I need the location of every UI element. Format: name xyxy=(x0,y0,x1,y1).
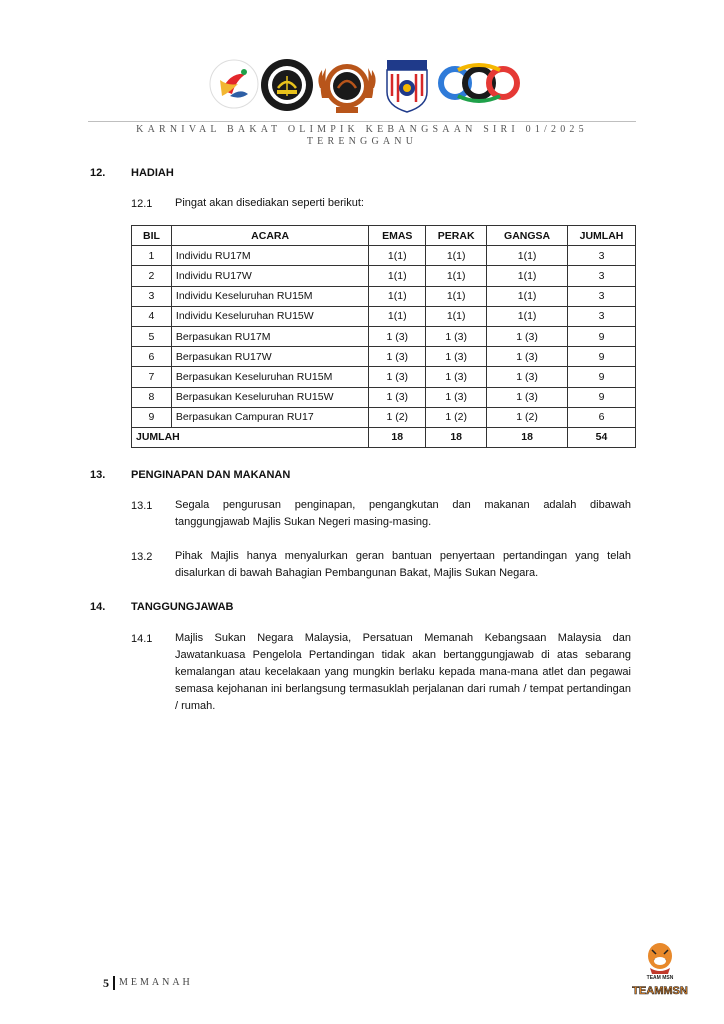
tiger-mascot-icon xyxy=(622,940,698,998)
table-cell: 1 (3) xyxy=(369,326,426,346)
majlis-sukan-negara-emblem-icon xyxy=(316,58,378,116)
subsection-number: 14.1 xyxy=(131,633,153,645)
table-cell: 1 (2) xyxy=(369,407,426,427)
table-cell: 4 xyxy=(132,306,172,326)
subsection-number: 12.1 xyxy=(131,198,153,210)
subsection-number: 13.1 xyxy=(131,500,153,512)
table-cell: 1 (3) xyxy=(487,367,568,387)
footer-label: MEMANAH xyxy=(119,977,193,988)
table-cell: 1 xyxy=(132,246,172,266)
total-emas: 18 xyxy=(369,427,426,447)
mascot-wordmark: TEAMMSN xyxy=(632,985,688,997)
table-cell: 1(1) xyxy=(426,286,487,306)
table-cell: 3 xyxy=(132,286,172,306)
table-cell: 1(1) xyxy=(487,246,568,266)
table-cell: 9 xyxy=(568,326,636,346)
table-cell: 6 xyxy=(132,347,172,367)
section-number: 14. xyxy=(90,601,106,613)
total-perak: 18 xyxy=(426,427,487,447)
table-cell: 1(1) xyxy=(487,266,568,286)
table-cell: 9 xyxy=(568,387,636,407)
table-cell: 1 (3) xyxy=(369,387,426,407)
subsection-number: 13.2 xyxy=(131,551,153,563)
table-cell: 1 (3) xyxy=(487,387,568,407)
table-cell: 2 xyxy=(132,266,172,286)
table-row xyxy=(132,407,636,427)
table-cell: 1 (2) xyxy=(426,407,487,427)
table-cell: 6 xyxy=(568,407,636,427)
page-number: 5 xyxy=(103,976,109,990)
kbs-logo-icon xyxy=(208,58,260,110)
table-cell: 1 (3) xyxy=(426,367,487,387)
table-cell: Individu Keseluruhan RU15M xyxy=(171,286,368,306)
table-row xyxy=(132,347,636,367)
header-title-line1: KARNIVAL BAKAT OLIMPIK KEBANGSAAN SIRI 01/2025 xyxy=(136,124,588,135)
subsection-text: Pihak Majlis hanya menyalurkan geran bantuan penyertaan pertandingan yang telah disalurkan di bawah Bahagian Pembangunan Bakat, Majlis Sukan Negara. xyxy=(175,550,631,579)
table-cell: 9 xyxy=(568,367,636,387)
program-pembangunan-sukan-olimpik-icon xyxy=(438,58,520,108)
table-cell: Berpasukan Keseluruhan RU15W xyxy=(171,387,368,407)
table-cell: 1(1) xyxy=(426,246,487,266)
table-cell: 1 (3) xyxy=(487,326,568,346)
header-logos xyxy=(208,58,520,118)
table-row xyxy=(132,306,636,326)
table-cell: 3 xyxy=(568,286,636,306)
column-header: GANGSA xyxy=(487,226,568,246)
table-cell: Berpasukan Campuran RU17 xyxy=(171,407,368,427)
footer-separator xyxy=(113,976,115,990)
table-cell: 3 xyxy=(568,246,636,266)
table-cell: 8 xyxy=(132,387,172,407)
section-number: 13. xyxy=(90,469,106,481)
table-cell: 1 (3) xyxy=(426,347,487,367)
table-row xyxy=(132,367,636,387)
mascot-caption: TEAM MSN xyxy=(646,975,674,981)
table-cell: Berpasukan Keseluruhan RU15M xyxy=(171,367,368,387)
column-header: EMAS xyxy=(369,226,426,246)
section-number: 12. xyxy=(90,167,106,179)
table-cell: 1(1) xyxy=(369,246,426,266)
column-header: BIL xyxy=(132,226,172,246)
table-cell: 1 (3) xyxy=(369,367,426,387)
table-row xyxy=(132,246,636,266)
column-header: ACARA xyxy=(171,226,368,246)
table-cell: 3 xyxy=(568,266,636,286)
table-cell: Individu RU17W xyxy=(171,266,368,286)
header-title-line2: TERENGGANU xyxy=(306,136,418,147)
table-total-row xyxy=(132,427,636,447)
table-cell: 7 xyxy=(132,367,172,387)
table-cell: 1(1) xyxy=(487,286,568,306)
table-cell: Individu Keseluruhan RU15W xyxy=(171,306,368,326)
table-cell: 1(1) xyxy=(369,286,426,306)
table-cell: 1(1) xyxy=(369,266,426,286)
table-cell: Berpasukan RU17W xyxy=(171,347,368,367)
table-cell: 1 (3) xyxy=(487,347,568,367)
total-jumlah: 54 xyxy=(568,427,636,447)
subsection-text: Pingat akan disediakan seperti berikut: xyxy=(175,197,364,209)
malaysia-shield-icon xyxy=(384,58,430,114)
table-cell: 1(1) xyxy=(487,306,568,326)
total-label: JUMLAH xyxy=(132,427,369,447)
table-cell: 9 xyxy=(568,347,636,367)
table-cell: 9 xyxy=(132,407,172,427)
table-cell: 1 (2) xyxy=(487,407,568,427)
section-title-tanggungjawab: TANGGUNGJAWAB xyxy=(131,601,234,613)
table-row xyxy=(132,326,636,346)
subsection-text: Majlis Sukan Negara Malaysia, Persatuan Memanah Kebangsaan Malaysia dan Jawatankuasa Pengelola Pertandingan tidak akan bertanggungjawab di atas sebarang kemalangan atau kecelakaan yang mungkin berlaku kepada mana-mana atlet dan pegawai semasa kejohanan ini berlangsung termasuklah perjalanan dari rumah / tempat pertandingan / rumah. xyxy=(175,632,631,712)
table-cell: 3 xyxy=(568,306,636,326)
table-cell: 1 (3) xyxy=(369,347,426,367)
table-row xyxy=(132,387,636,407)
archery-association-seal-icon xyxy=(260,58,314,112)
document-header xyxy=(88,124,636,148)
subsection-text: Segala pengurusan penginapan, pengangkutan dan makanan adalah dibawah tanggungjawab Majlis Sukan Negeri masing-masing. xyxy=(175,499,631,528)
section-title-penginapan: PENGINAPAN DAN MAKANAN xyxy=(131,469,291,481)
section-title-hadiah: HADIAH xyxy=(131,167,174,179)
table-cell: 1 (3) xyxy=(426,326,487,346)
column-header: PERAK xyxy=(426,226,487,246)
header-divider xyxy=(88,121,636,122)
table-cell: 1 (3) xyxy=(426,387,487,407)
table-cell: 1(1) xyxy=(426,266,487,286)
table-row xyxy=(132,266,636,286)
table-cell: 1(1) xyxy=(369,306,426,326)
medal-table xyxy=(131,225,636,448)
table-cell: 1(1) xyxy=(426,306,487,326)
table-cell: 5 xyxy=(132,326,172,346)
table-cell: Berpasukan RU17M xyxy=(171,326,368,346)
column-header: JUMLAH xyxy=(568,226,636,246)
table-cell: Individu RU17M xyxy=(171,246,368,266)
table-row xyxy=(132,286,636,306)
total-gangsa: 18 xyxy=(487,427,568,447)
table-header-row xyxy=(132,226,636,246)
